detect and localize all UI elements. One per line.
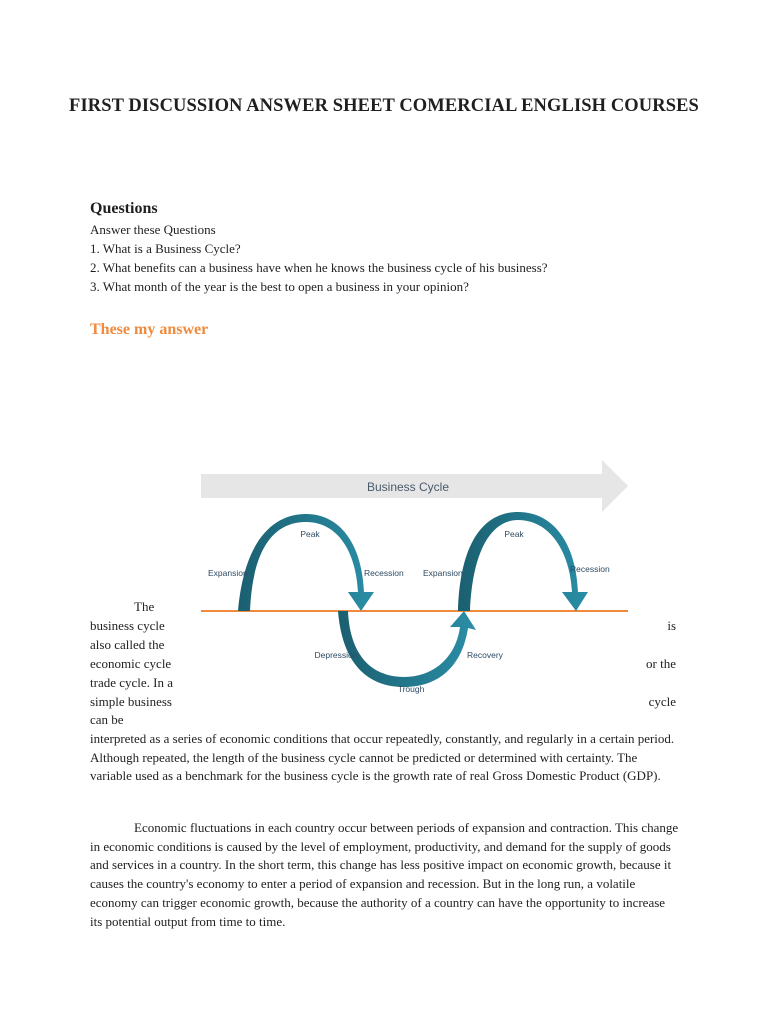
wrap-text-left: The (134, 599, 155, 614)
label-recession-1: Recession (364, 568, 404, 578)
questions-intro: Answer these Questions (90, 222, 216, 237)
answer-paragraph-1: interpreted as a series of economic conditions that occur repeatedly, constantly, and regularly in a certain period. Although repeated, the length of the business cycle cannot be predicted or determined with certainty. The variable used as a benchmark for the business cycle is the growth rate of real Gross Domestic Product (GDP). (90, 731, 675, 784)
wrap-text-left: simple business (90, 694, 172, 709)
answer-paragraph-2 (90, 819, 680, 931)
label-recession-2: Recession (570, 564, 610, 574)
business-cycle-diagram (198, 452, 638, 702)
label-depression: Depression (314, 650, 358, 660)
banner-label: Business Cycle (366, 480, 450, 494)
wrap-text-left: business cycle (90, 618, 165, 633)
wrap-text-right: cycle (648, 694, 676, 709)
page-title: FIRST DISCUSSION ANSWER SHEET COMERCIAL ENGLISH COURSES (69, 96, 699, 116)
expansion-recession-arc-2 (458, 512, 588, 611)
wrap-text-left: also called the (90, 637, 165, 652)
answer-heading: These my answer (90, 321, 209, 338)
label-expansion-1: Expansion (208, 568, 248, 578)
label-peak-1: Peak (300, 529, 320, 539)
question-item-2: 2. What benefits can a business have when he knows the business cycle of his business? (90, 260, 548, 275)
depression-recovery-arc (338, 611, 476, 687)
wrap-text-right: is (667, 618, 676, 633)
wrap-text-left: economic cycle (90, 656, 172, 671)
label-peak-2: Peak (504, 529, 524, 539)
label-trough: Trough (397, 684, 425, 694)
wrap-text-right: or the (646, 656, 676, 671)
label-recovery: Recovery (467, 650, 503, 660)
answer-paragraph-2-text: Economic fluctuations in each country occur between periods of expansion and contraction. This change in economic conditions is caused by the level of employment, productivity, and demand for the supply of goods and services in a country. In the short term, this change has less positive impact on economic growth, because it causes the country's economy to enter a period of expansion and recession. But in the long run, a volatile economy can trigger economic growth, because the authority of a country can have the opportunity to increase its potential output from time to time. (90, 820, 679, 929)
question-item-1: 1. What is a Business Cycle? (90, 241, 241, 256)
label-expansion-2: Expansion (423, 568, 463, 578)
questions-heading: Questions (90, 200, 158, 217)
wrap-text-left: trade cycle. In a (90, 675, 174, 690)
question-item-3: 3. What month of the year is the best to open a business in your opinion? (90, 279, 469, 294)
wrap-text-left: can be (90, 712, 124, 727)
